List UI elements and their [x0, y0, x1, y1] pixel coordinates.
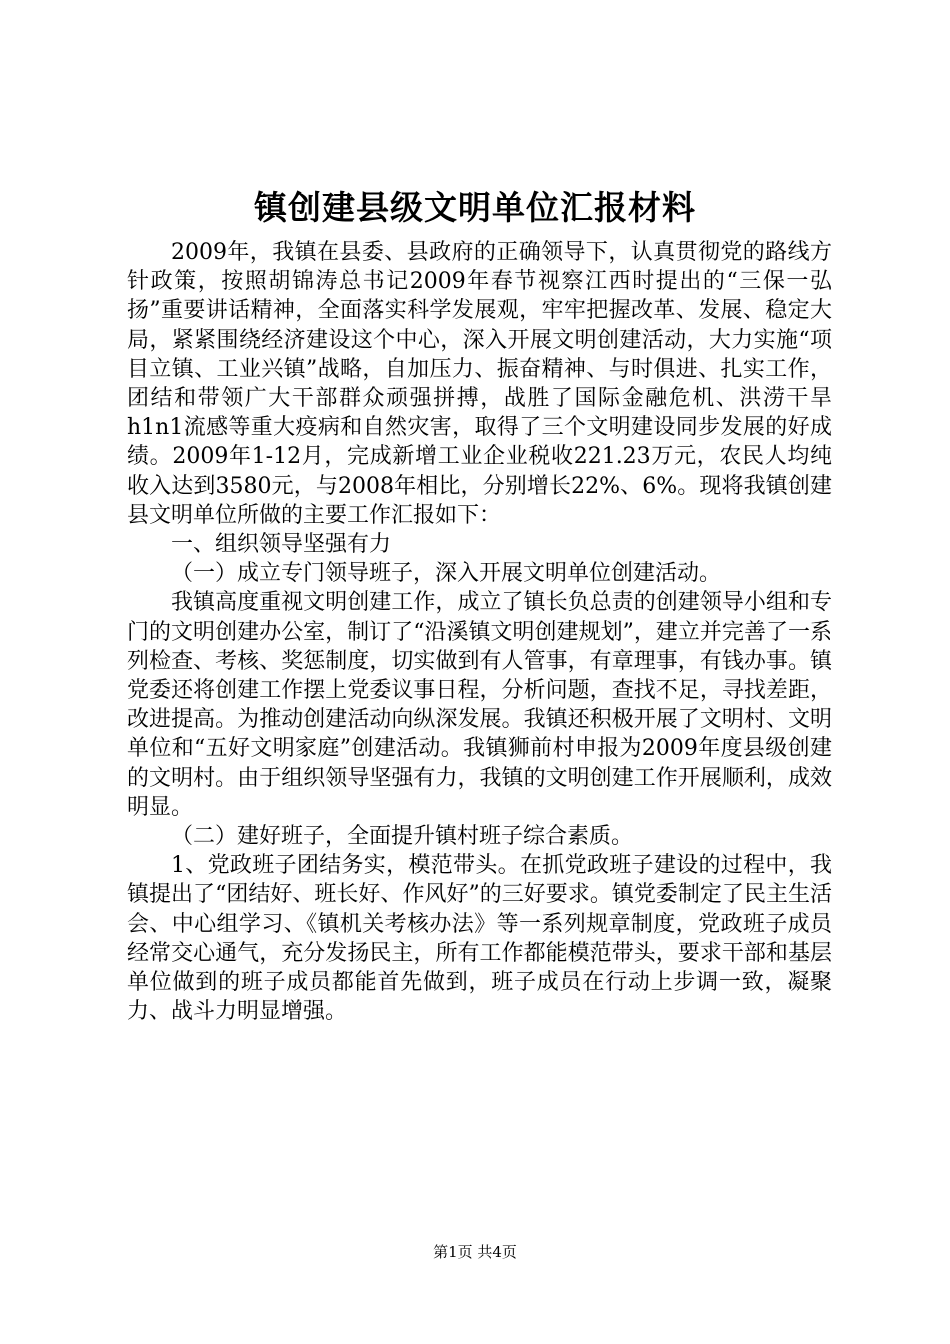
- section-heading-1: 一、组织领导坚强有力: [171, 532, 392, 558]
- document-body: [127, 238, 832, 1026]
- document-title: 镇创建县级文明单位汇报材料: [254, 188, 696, 227]
- paragraph-intro: 2009年，我镇在县委、县政府的正确领导下，认真贯彻党的路线方针政策，按照胡锦涛总书记2009年春节视察江西时提出的“三保一弘扬”重要讲话精神，全面落实科学发展观，牢牢把握改革、发展、稳定大局，紧紧围绕经济建设这个中心，深入开展文明创建活动，大力实施“项目立镇、工业兴镇”战略，自加压力、振奋精神、与时俱进、扎实工作，团结和带领广大干部群众顽强拼搏，战胜了国际金融危机、洪涝干旱h1n1流感等重大疫病和自然灾害，取得了三个文明建设同步发展的好成绩。2009年1-12月，完成新增工业企业税收221.23万元，农民人均纯收入达到3580元，与2008年相比，分别增长22%、6%。现将我镇创建县文明单位所做的主要工作汇报如下：: [127, 240, 832, 528]
- subsection-heading-2: （二）建好班子，全面提升镇村班子综合素质。: [171, 824, 634, 850]
- page-footer: 第1页 共4页: [433, 1243, 517, 1261]
- paragraph-team-building: 1、党政班子团结务实，模范带头。在抓党政班子建设的过程中，我镇提出了“团结好、班长好、作风好”的三好要求。镇党委制定了民主生活会、中心组学习、《镇机关考核办法》等一系列规章制度，党政班子成员经常交心通气，充分发扬民主，所有工作都能模范带头，要求干部和基层单位做到的班子成员都能首先做到，班子成员在行动上步调一致，凝聚力、战斗力明显增强。: [127, 853, 832, 1025]
- subsection-heading-1: （一）成立专门领导班子，深入开展文明单位创建活动。: [171, 561, 722, 587]
- paragraph-leadership: 我镇高度重视文明创建工作，成立了镇长负总责的创建领导小组和专门的文明创建办公室，制订了“沿溪镇文明创建规划”，建立并完善了一系列检查、考核、奖惩制度，切实做到有人管事，有章理事，有钱办事。镇党委还将创建工作摆上党委议事日程，分析问题，查找不足，寻找差距，改进提高。为推动创建活动向纵深发展。我镇还积极开展了文明村、文明单位和“五好文明家庭”创建活动。我镇狮前村申报为2009年度县级创建的文明村。由于组织领导坚强有力，我镇的文明创建工作开展顺利，成效明显。: [127, 590, 832, 820]
